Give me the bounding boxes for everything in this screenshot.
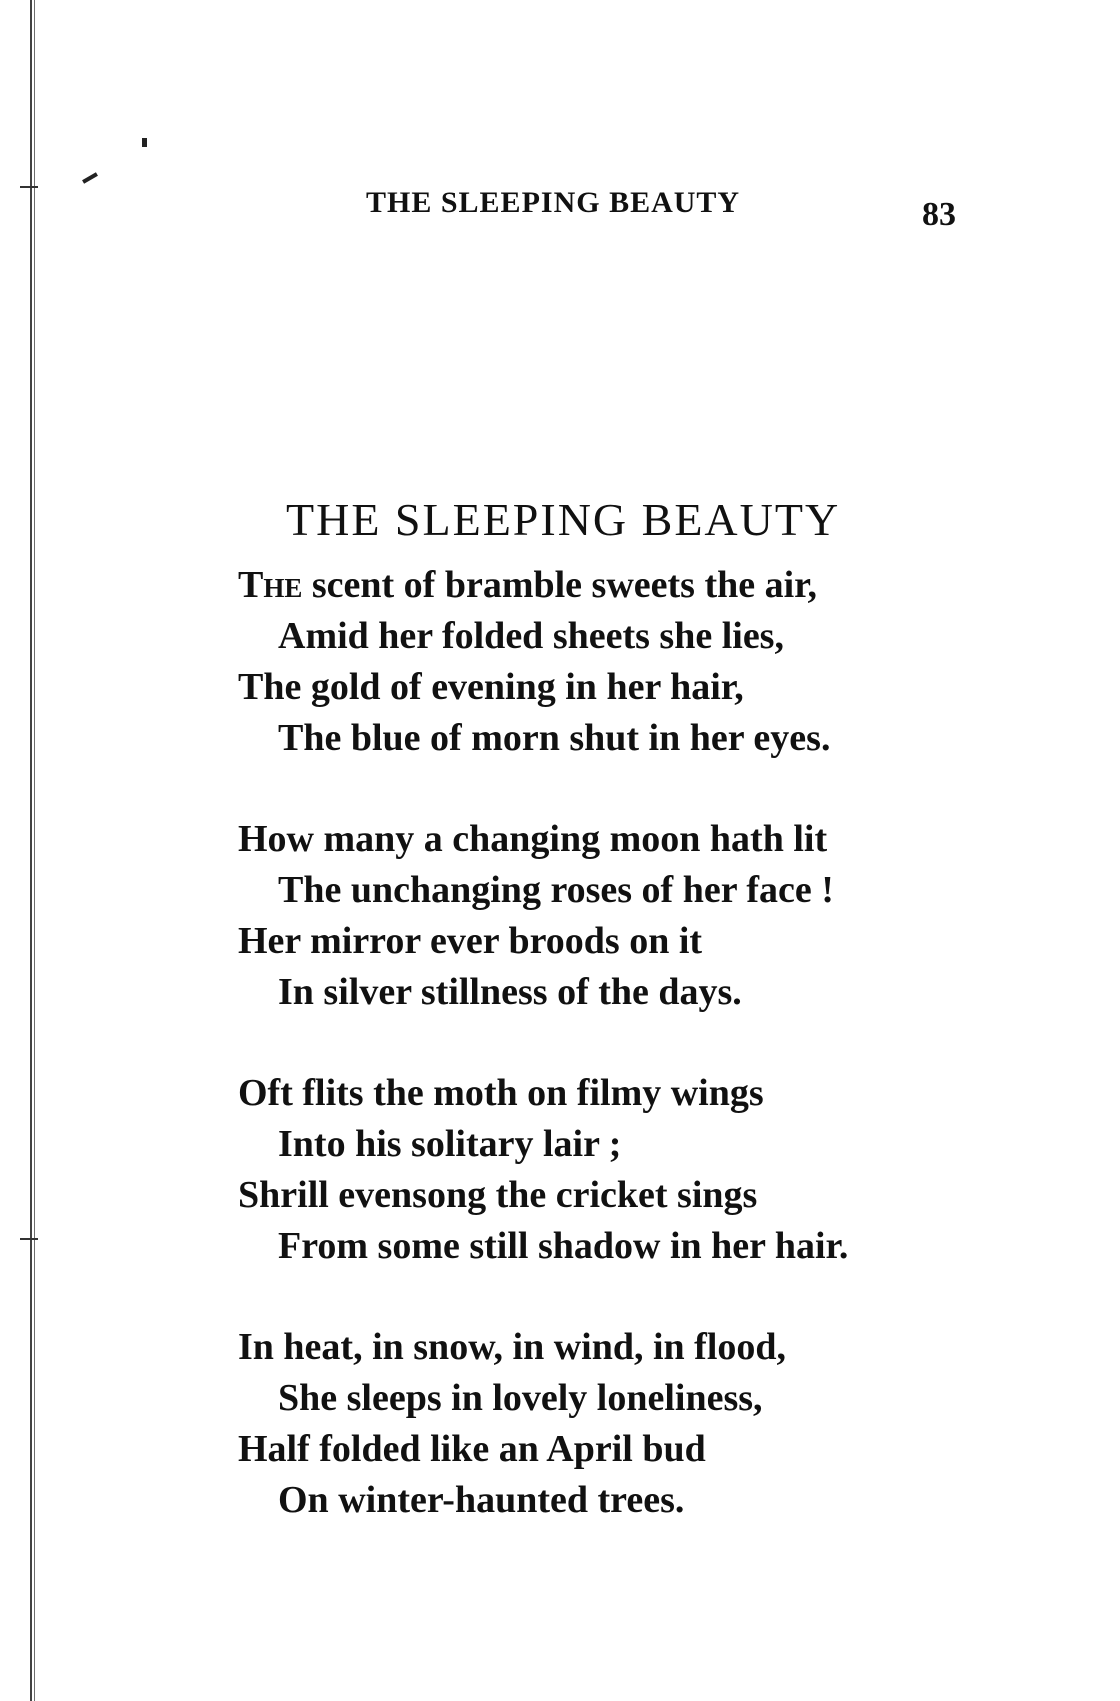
running-head: THE SLEEPING BEAUTY — [366, 186, 741, 219]
ink-speck — [142, 138, 147, 147]
poem-line: From some still shadow in her hair. — [278, 1225, 849, 1267]
page-binding-edge — [30, 0, 36, 1701]
page-number: 83 — [922, 196, 956, 233]
poem-line: Half folded like an April bud — [238, 1428, 706, 1470]
binding-mark — [20, 186, 38, 188]
poem-line: The blue of morn shut in her eyes. — [278, 717, 831, 759]
binding-mark — [20, 1238, 38, 1240]
poem-line: In heat, in snow, in wind, in flood, — [238, 1326, 787, 1368]
poem-line: On winter-haunted trees. — [278, 1479, 685, 1521]
poem-body — [238, 560, 998, 1576]
stanza-3 — [238, 1068, 998, 1272]
poem-line — [238, 560, 998, 611]
poem-line: How many a changing moon hath lit — [238, 818, 828, 860]
opening-line-rest: scent of bramble sweets the air, — [302, 564, 818, 606]
poem-title: THE SLEEPING BEAUTY — [286, 493, 841, 545]
stanza-1 — [238, 560, 998, 764]
poem-line: Into his solitary lair ; — [278, 1123, 622, 1165]
poem-line: Oft flits the moth on filmy wings — [238, 1072, 764, 1114]
poem-line: Amid her folded sheets she lies, — [278, 615, 784, 657]
ink-speck — [82, 172, 98, 183]
stanza-4 — [238, 1322, 998, 1526]
poem-line: Shrill evensong the cricket sings — [238, 1174, 758, 1216]
opening-word: The — [238, 564, 303, 606]
poem-line: In silver stillness of the days. — [278, 971, 742, 1013]
stanza-2 — [238, 814, 998, 1018]
poem-line: She sleeps in lovely loneliness, — [278, 1377, 763, 1419]
poem-line: The unchanging roses of her face ! — [278, 869, 834, 911]
poem-line: Her mirror ever broods on it — [238, 920, 703, 962]
poem-line: The gold of evening in her hair, — [238, 666, 744, 708]
